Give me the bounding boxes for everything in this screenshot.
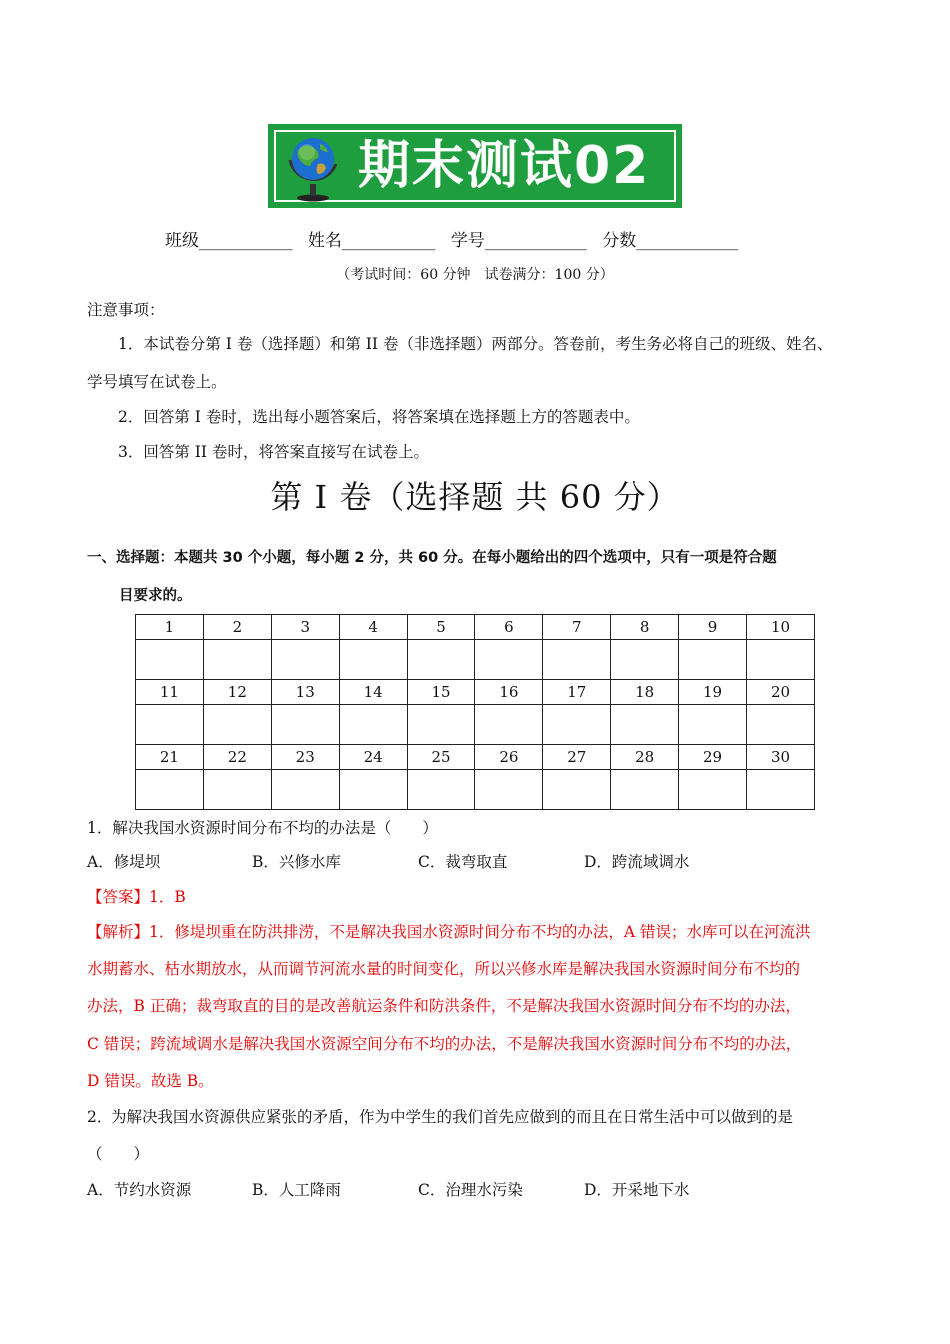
answer-cell[interactable] xyxy=(611,705,679,745)
table-cell-number: 18 xyxy=(611,680,679,705)
question-1-option-c[interactable]: C．裁弯取直 xyxy=(418,853,508,871)
answer-cell[interactable] xyxy=(203,770,271,810)
answer-cell[interactable] xyxy=(475,705,543,745)
question-1-option-b[interactable]: B．兴修水库 xyxy=(252,853,341,871)
score-field[interactable]: 分数____________ xyxy=(602,231,739,251)
table-cell-number: 3 xyxy=(271,615,339,640)
instructions-line-1: 一、选择题：本题共 30 个小题，每小题 2 分，共 60 分。在每小题给出的四个选项中，只有一项是符合题 xyxy=(87,550,777,566)
question-2-option-a[interactable]: A．节约水资源 xyxy=(87,1181,192,1199)
title-banner xyxy=(268,124,682,208)
table-row-numbers xyxy=(136,745,815,770)
question-1-analysis-line: D 错误。故选 B。 xyxy=(87,1072,214,1090)
table-cell-number: 1 xyxy=(136,615,204,640)
answer-table xyxy=(135,614,815,810)
table-cell-number: 22 xyxy=(203,745,271,770)
question-2-stem: 为解决我国水资源供应紧张的矛盾，作为中学生的我们首先应做到的而且在日常生活中可以做到的是 xyxy=(111,1108,794,1126)
answer-cell[interactable] xyxy=(475,770,543,810)
banner-title: 期末测试02 xyxy=(358,136,651,196)
name-field[interactable]: 姓名___________ xyxy=(307,231,436,251)
table-cell-number: 29 xyxy=(679,745,747,770)
notice-item-1-cont: 学号填写在试卷上。 xyxy=(87,373,227,391)
answer-cell[interactable] xyxy=(543,640,611,680)
question-2-option-c[interactable]: C．治理水污染 xyxy=(418,1181,523,1199)
section-title: 第 I 卷（选择题 共 60 分） xyxy=(270,478,680,516)
question-2-option-d[interactable]: D．开采地下水 xyxy=(584,1181,690,1199)
answer-cell[interactable] xyxy=(136,640,204,680)
table-cell-number: 17 xyxy=(543,680,611,705)
table-cell-number: 23 xyxy=(271,745,339,770)
answer-cell[interactable] xyxy=(339,640,407,680)
notice-title: 注意事项： xyxy=(87,301,165,319)
answer-cell[interactable] xyxy=(747,770,815,810)
answer-cell[interactable] xyxy=(611,640,679,680)
answer-cell[interactable] xyxy=(407,640,475,680)
table-cell-number: 2 xyxy=(203,615,271,640)
answer-cell[interactable] xyxy=(136,770,204,810)
question-1-analysis-line: 办法，B 正确；裁弯取直的目的是改善航运条件和防洪条件，不是解决我国水资源时间分布不均的办法， xyxy=(87,997,801,1015)
answer-cell[interactable] xyxy=(407,705,475,745)
answer-cell[interactable] xyxy=(271,705,339,745)
answer-cell[interactable] xyxy=(339,705,407,745)
question-1-analysis-line: 水期蓄水、枯水期放水，从而调节河流水量的时间变化，所以兴修水库是解决我国水资源时间分布不均的 xyxy=(87,960,801,978)
table-cell-number: 21 xyxy=(136,745,204,770)
table-cell-number: 27 xyxy=(543,745,611,770)
answer-cell[interactable] xyxy=(611,770,679,810)
table-cell-number: 13 xyxy=(271,680,339,705)
answer-cell[interactable] xyxy=(747,705,815,745)
question-1-analysis-line: C 错误；跨流域调水是解决我国水资源空间分布不均的办法，不是解决我国水资源时间分布不均的办法， xyxy=(87,1035,802,1053)
question-2-option-b[interactable]: B．人工降雨 xyxy=(252,1181,341,1199)
table-row-answers xyxy=(136,640,815,680)
globe-icon xyxy=(280,130,346,202)
student-id-field[interactable]: 学号____________ xyxy=(450,231,587,251)
table-cell-number: 14 xyxy=(339,680,407,705)
answer-cell[interactable] xyxy=(271,770,339,810)
table-cell-number: 25 xyxy=(407,745,475,770)
answer-cell[interactable] xyxy=(271,640,339,680)
question-1-option-a[interactable]: A．修堤坝 xyxy=(87,853,161,871)
table-cell-number: 10 xyxy=(747,615,815,640)
table-cell-number: 19 xyxy=(679,680,747,705)
answer-cell[interactable] xyxy=(679,640,747,680)
table-cell-number: 11 xyxy=(136,680,204,705)
answer-cell[interactable] xyxy=(203,640,271,680)
question-2-number: 2． xyxy=(87,1108,113,1126)
table-cell-number: 26 xyxy=(475,745,543,770)
table-cell-number: 20 xyxy=(747,680,815,705)
answer-cell[interactable] xyxy=(679,770,747,810)
answer-cell[interactable] xyxy=(407,770,475,810)
table-cell-number: 15 xyxy=(407,680,475,705)
table-cell-number: 16 xyxy=(475,680,543,705)
table-cell-number: 28 xyxy=(611,745,679,770)
question-2-stem-cont: （ ） xyxy=(87,1145,150,1163)
class-field[interactable]: 班级___________ xyxy=(165,231,293,251)
question-1-option-d[interactable]: D．跨流域调水 xyxy=(584,853,690,871)
table-cell-number: 7 xyxy=(543,615,611,640)
table-cell-number: 30 xyxy=(747,745,815,770)
notice-item-3: 3．回答第 II 卷时，将答案直接写在试卷上。 xyxy=(118,443,429,461)
table-cell-number: 12 xyxy=(203,680,271,705)
exam-info: （考试时间：60 分钟 试卷满分：100 分） xyxy=(336,267,614,283)
table-cell-number: 4 xyxy=(339,615,407,640)
question-1-analysis-line: 【解析】1．修堤坝重在防洪排涝，不是解决我国水资源时间分布不均的办法，A 错误；水库可以在河流洪 xyxy=(87,923,811,941)
answer-cell[interactable] xyxy=(679,705,747,745)
answer-cell[interactable] xyxy=(747,640,815,680)
table-row-answers xyxy=(136,770,815,810)
answer-cell[interactable] xyxy=(339,770,407,810)
student-info-line xyxy=(165,226,748,251)
table-cell-number: 8 xyxy=(611,615,679,640)
question-1-stem: 1．解决我国水资源时间分布不均的办法是（ ） xyxy=(87,819,438,837)
table-row-answers xyxy=(136,705,815,745)
table-row-numbers xyxy=(136,615,815,640)
table-row-numbers xyxy=(136,680,815,705)
table-cell-number: 24 xyxy=(339,745,407,770)
table-cell-number: 9 xyxy=(679,615,747,640)
table-cell-number: 6 xyxy=(475,615,543,640)
answer-cell[interactable] xyxy=(543,705,611,745)
answer-cell[interactable] xyxy=(203,705,271,745)
notice-item-1: 1．本试卷分第 I 卷（选择题）和第 II 卷（非选择题）两部分。答卷前，考生务必将自己的班级、姓名、 xyxy=(118,335,833,353)
answer-cell[interactable] xyxy=(475,640,543,680)
answer-cell[interactable] xyxy=(136,705,204,745)
question-1-answer: 【答案】1．B xyxy=(87,888,186,906)
answer-cell[interactable] xyxy=(543,770,611,810)
notice-item-2: 2．回答第 I 卷时，选出每小题答案后，将答案填在选择题上方的答题表中。 xyxy=(118,408,640,426)
table-cell-number: 5 xyxy=(407,615,475,640)
instructions-line-2: 目要求的。 xyxy=(119,588,192,604)
